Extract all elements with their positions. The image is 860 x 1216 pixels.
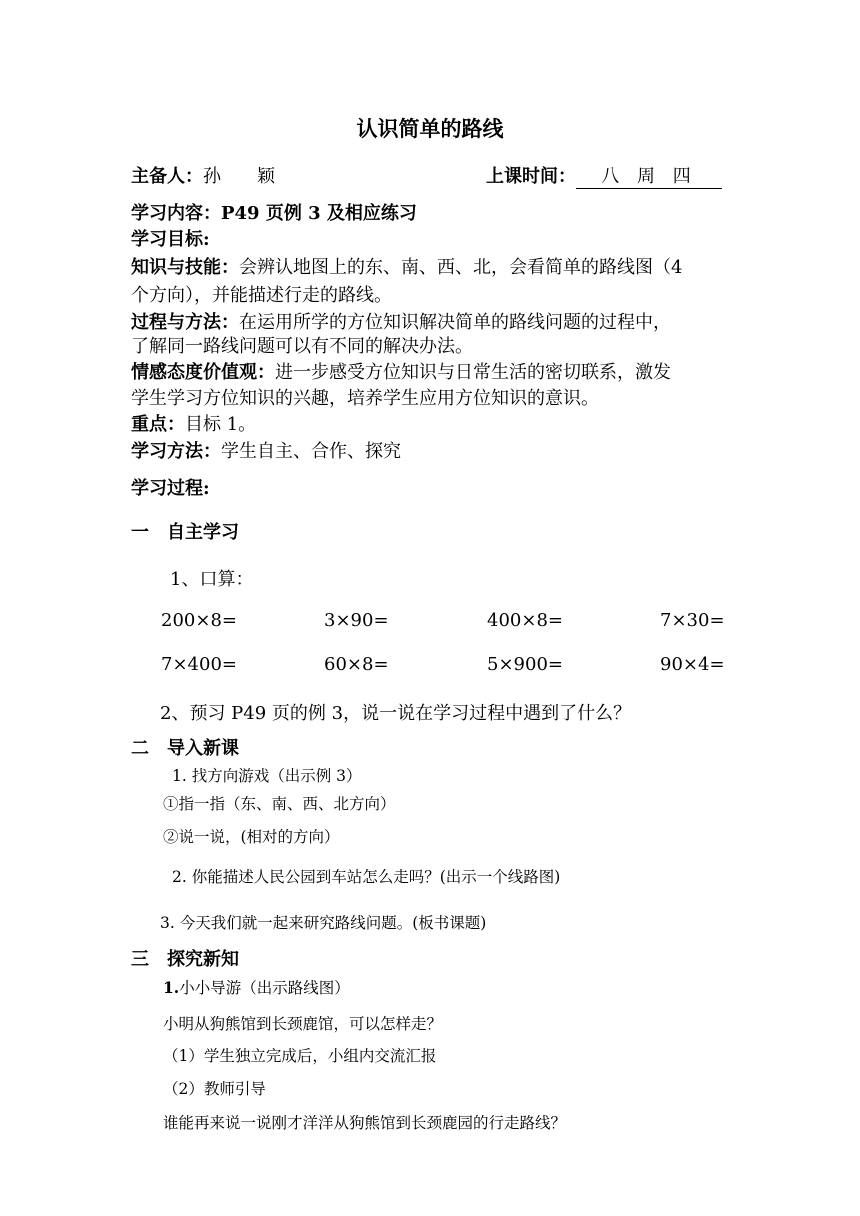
method-label: 学习方法： xyxy=(131,441,221,462)
section3-item1 xyxy=(163,976,350,998)
key-label: 重点： xyxy=(131,414,185,435)
emotion-line-1 xyxy=(131,358,671,384)
section3-heading: 三 探究新知 xyxy=(131,949,239,970)
goals-heading: 学习目标: xyxy=(131,229,210,250)
section3-item1-number: 1. xyxy=(163,978,180,997)
content-label: 学习内容： xyxy=(131,203,221,224)
process-line-2: 了解同一路线问题可以有不同的解决办法。 xyxy=(131,336,473,357)
calc-item: 7×400= xyxy=(161,654,237,675)
method-line xyxy=(131,437,401,463)
class-time-line xyxy=(486,162,722,189)
calc-item: 60×8= xyxy=(324,654,389,675)
preparer-label: 主备人： xyxy=(131,166,203,187)
key-point-line xyxy=(131,410,256,436)
key-value: 目标 1。 xyxy=(185,414,257,435)
page-title: 认识简单的路线 xyxy=(356,116,504,141)
section3-question: 小明从狗熊馆到长颈鹿馆，可以怎样走？ xyxy=(163,1015,443,1033)
preparer-name: 孙 颖 xyxy=(203,166,275,187)
calc-item: 7×30= xyxy=(660,610,725,631)
preparer-line xyxy=(131,162,275,188)
section2-item1b: ②说一说，(相对的方向） xyxy=(163,828,340,846)
knowledge-line-1 xyxy=(131,253,682,279)
calc-item: 200×8= xyxy=(161,610,237,631)
section3-step2: （2）教师引导 xyxy=(163,1080,266,1098)
method-value: 学生自主、合作、探究 xyxy=(221,441,401,462)
calc-item: 400×8= xyxy=(487,610,563,631)
section3-item1-text: 小小导游（出示路线图） xyxy=(179,979,350,997)
section3-prompt: 谁能再来说一说刚才洋洋从狗熊馆到长颈鹿园的行走路线？ xyxy=(163,1114,567,1132)
section2-item3: 3. 今天我们就一起来研究路线问题。(板书课题) xyxy=(160,914,487,932)
calc-item: 5×900= xyxy=(487,654,563,675)
section2-item1: 1. 找方向游戏（出示例 3） xyxy=(172,767,362,785)
section1-item1: 1、口算： xyxy=(170,569,254,590)
section1-heading: 一 自主学习 xyxy=(131,522,239,543)
content-line xyxy=(131,199,417,225)
calc-item: 90×4= xyxy=(660,654,725,675)
knowledge-label: 知识与技能： xyxy=(131,257,239,278)
class-time-label: 上课时间： xyxy=(486,166,576,187)
section1-item2: 2、预习 P49 页的例 3，说一说在学习过程中遇到了什么？ xyxy=(160,703,632,724)
section2-item2: 2. 你能描述人民公园到车站怎么走吗？(出示一个线路图) xyxy=(172,868,561,886)
emotion-text-1: 进一步感受方位知识与日常生活的密切联系，激发 xyxy=(275,362,671,383)
calc-item: 3×90= xyxy=(324,610,389,631)
process-label: 过程与方法： xyxy=(131,312,239,333)
section2-heading: 二 导入新课 xyxy=(131,738,239,759)
section2-item1a: ①指一指（东、南、西、北方向） xyxy=(163,795,396,813)
knowledge-line-2: 个方向），并能描述行走的路线。 xyxy=(131,285,392,306)
emotion-label: 情感态度价值观： xyxy=(131,362,275,383)
knowledge-text-1: 会辨认地图上的东、南、西、北，会看简单的路线图（4 xyxy=(239,257,683,278)
process-heading: 学习过程: xyxy=(131,478,210,499)
emotion-line-2: 学生学习方位知识的兴趣，培养学生应用方位知识的意识。 xyxy=(131,388,599,409)
class-time-value: 八 周 四 xyxy=(576,162,722,189)
section3-step1: （1）学生独立完成后，小组内交流汇报 xyxy=(163,1047,437,1065)
content-value: P49 页例 3 及相应练习 xyxy=(221,203,417,224)
process-line-1 xyxy=(131,308,671,334)
process-text-1: 在运用所学的方位知识解决简单的路线问题的过程中， xyxy=(239,312,671,333)
